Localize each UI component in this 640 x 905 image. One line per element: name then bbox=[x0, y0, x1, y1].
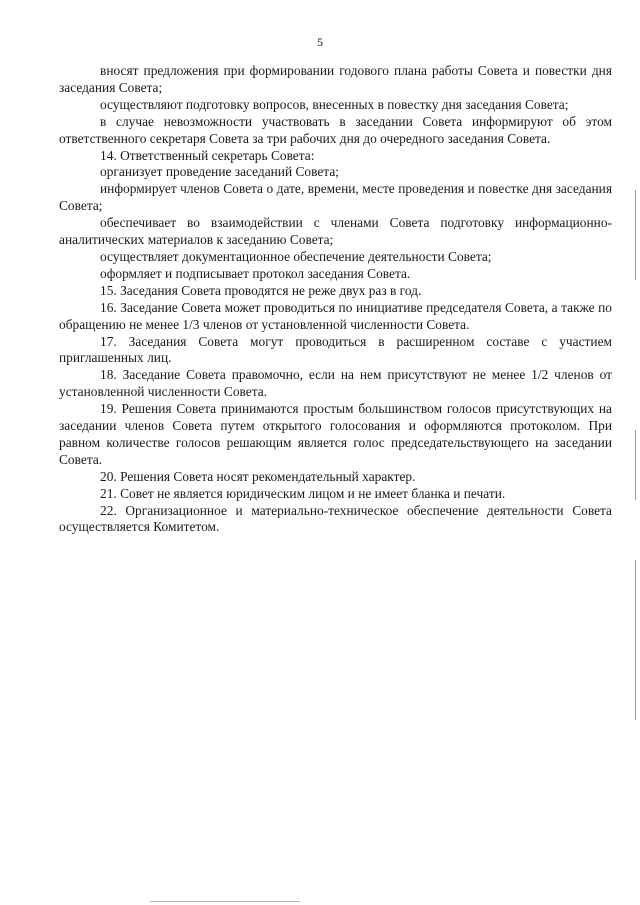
scan-edge-mark bbox=[635, 190, 636, 280]
paragraph-item-21: 21. Совет не является юридическим лицом и не имеет бланка и печати. bbox=[100, 485, 506, 501]
paragraph-item-15: 15. Заседания Совета проводятся не реже двух раз в год. bbox=[100, 282, 422, 298]
paragraph-documentation: осуществляет документационное обеспечение деятельности Совета; bbox=[100, 248, 492, 264]
paragraph-absence-notice: в случае невозможности участвовать в заседании Совета информируют об этом ответственного секретаря Совета за три рабочих дня до очередного заседания Совета. bbox=[59, 113, 612, 146]
paragraph-proposals: вносят предложения при формировании годового плана работы Совета и повестки дня заседания Совета; bbox=[59, 63, 612, 95]
document-body bbox=[59, 63, 612, 536]
paragraph-organizes-meetings: организует проведение заседаний Совета; bbox=[100, 164, 339, 180]
paragraph-item-20: 20. Решения Совета носят рекомендательный характер. bbox=[100, 468, 416, 484]
paragraph-item-17: 17. Заседания Совета могут проводиться в расширенном составе с участием приглашенных лиц. bbox=[59, 333, 612, 366]
paragraph-item-19: 19. Решения Совета принимаются простым большинством голосов присутствующих на заседании членов Совета путем открытого голосования и оформляются протоколом. При равном количестве голосов решающим является голос председательствующего на заседании Совета. bbox=[59, 401, 612, 467]
paragraph-item-18: 18. Заседание Совета правомочно, если на нем присутствуют не менее 1/2 членов от установленной численности Совета. bbox=[59, 367, 612, 400]
paragraph-item-14: 14. Ответственный секретарь Совета: bbox=[100, 147, 315, 163]
paragraph-protocol: оформляет и подписывает протокол заседания Совета. bbox=[100, 265, 411, 281]
paragraph-informs-members: информирует членов Совета о дате, времени, месте проведения и повестке дня заседания Совета; bbox=[59, 181, 612, 214]
paragraph-analytical-materials: обеспечивает во взаимодействии с членами Совета подготовку информационно-аналитических материалов к заседанию Совета; bbox=[59, 215, 612, 248]
paragraph-item-22: 22. Организационное и материально-техническое обеспечение деятельности Совета осуществляется Комитетом. bbox=[59, 502, 612, 535]
paragraph-item-16: 16. Заседание Совета может проводиться по инициативе председателя Совета, а также по обращению не менее 1/3 членов от установленной численности Совета. bbox=[59, 299, 612, 332]
scan-edge-mark bbox=[150, 901, 300, 902]
page-number: 5 bbox=[317, 35, 323, 49]
scan-edge-mark bbox=[635, 560, 636, 720]
scan-edge-mark bbox=[635, 430, 636, 500]
paragraph-prepare-questions: осуществляют подготовку вопросов, внесенных в повестку дня заседания Совета; bbox=[100, 96, 569, 112]
